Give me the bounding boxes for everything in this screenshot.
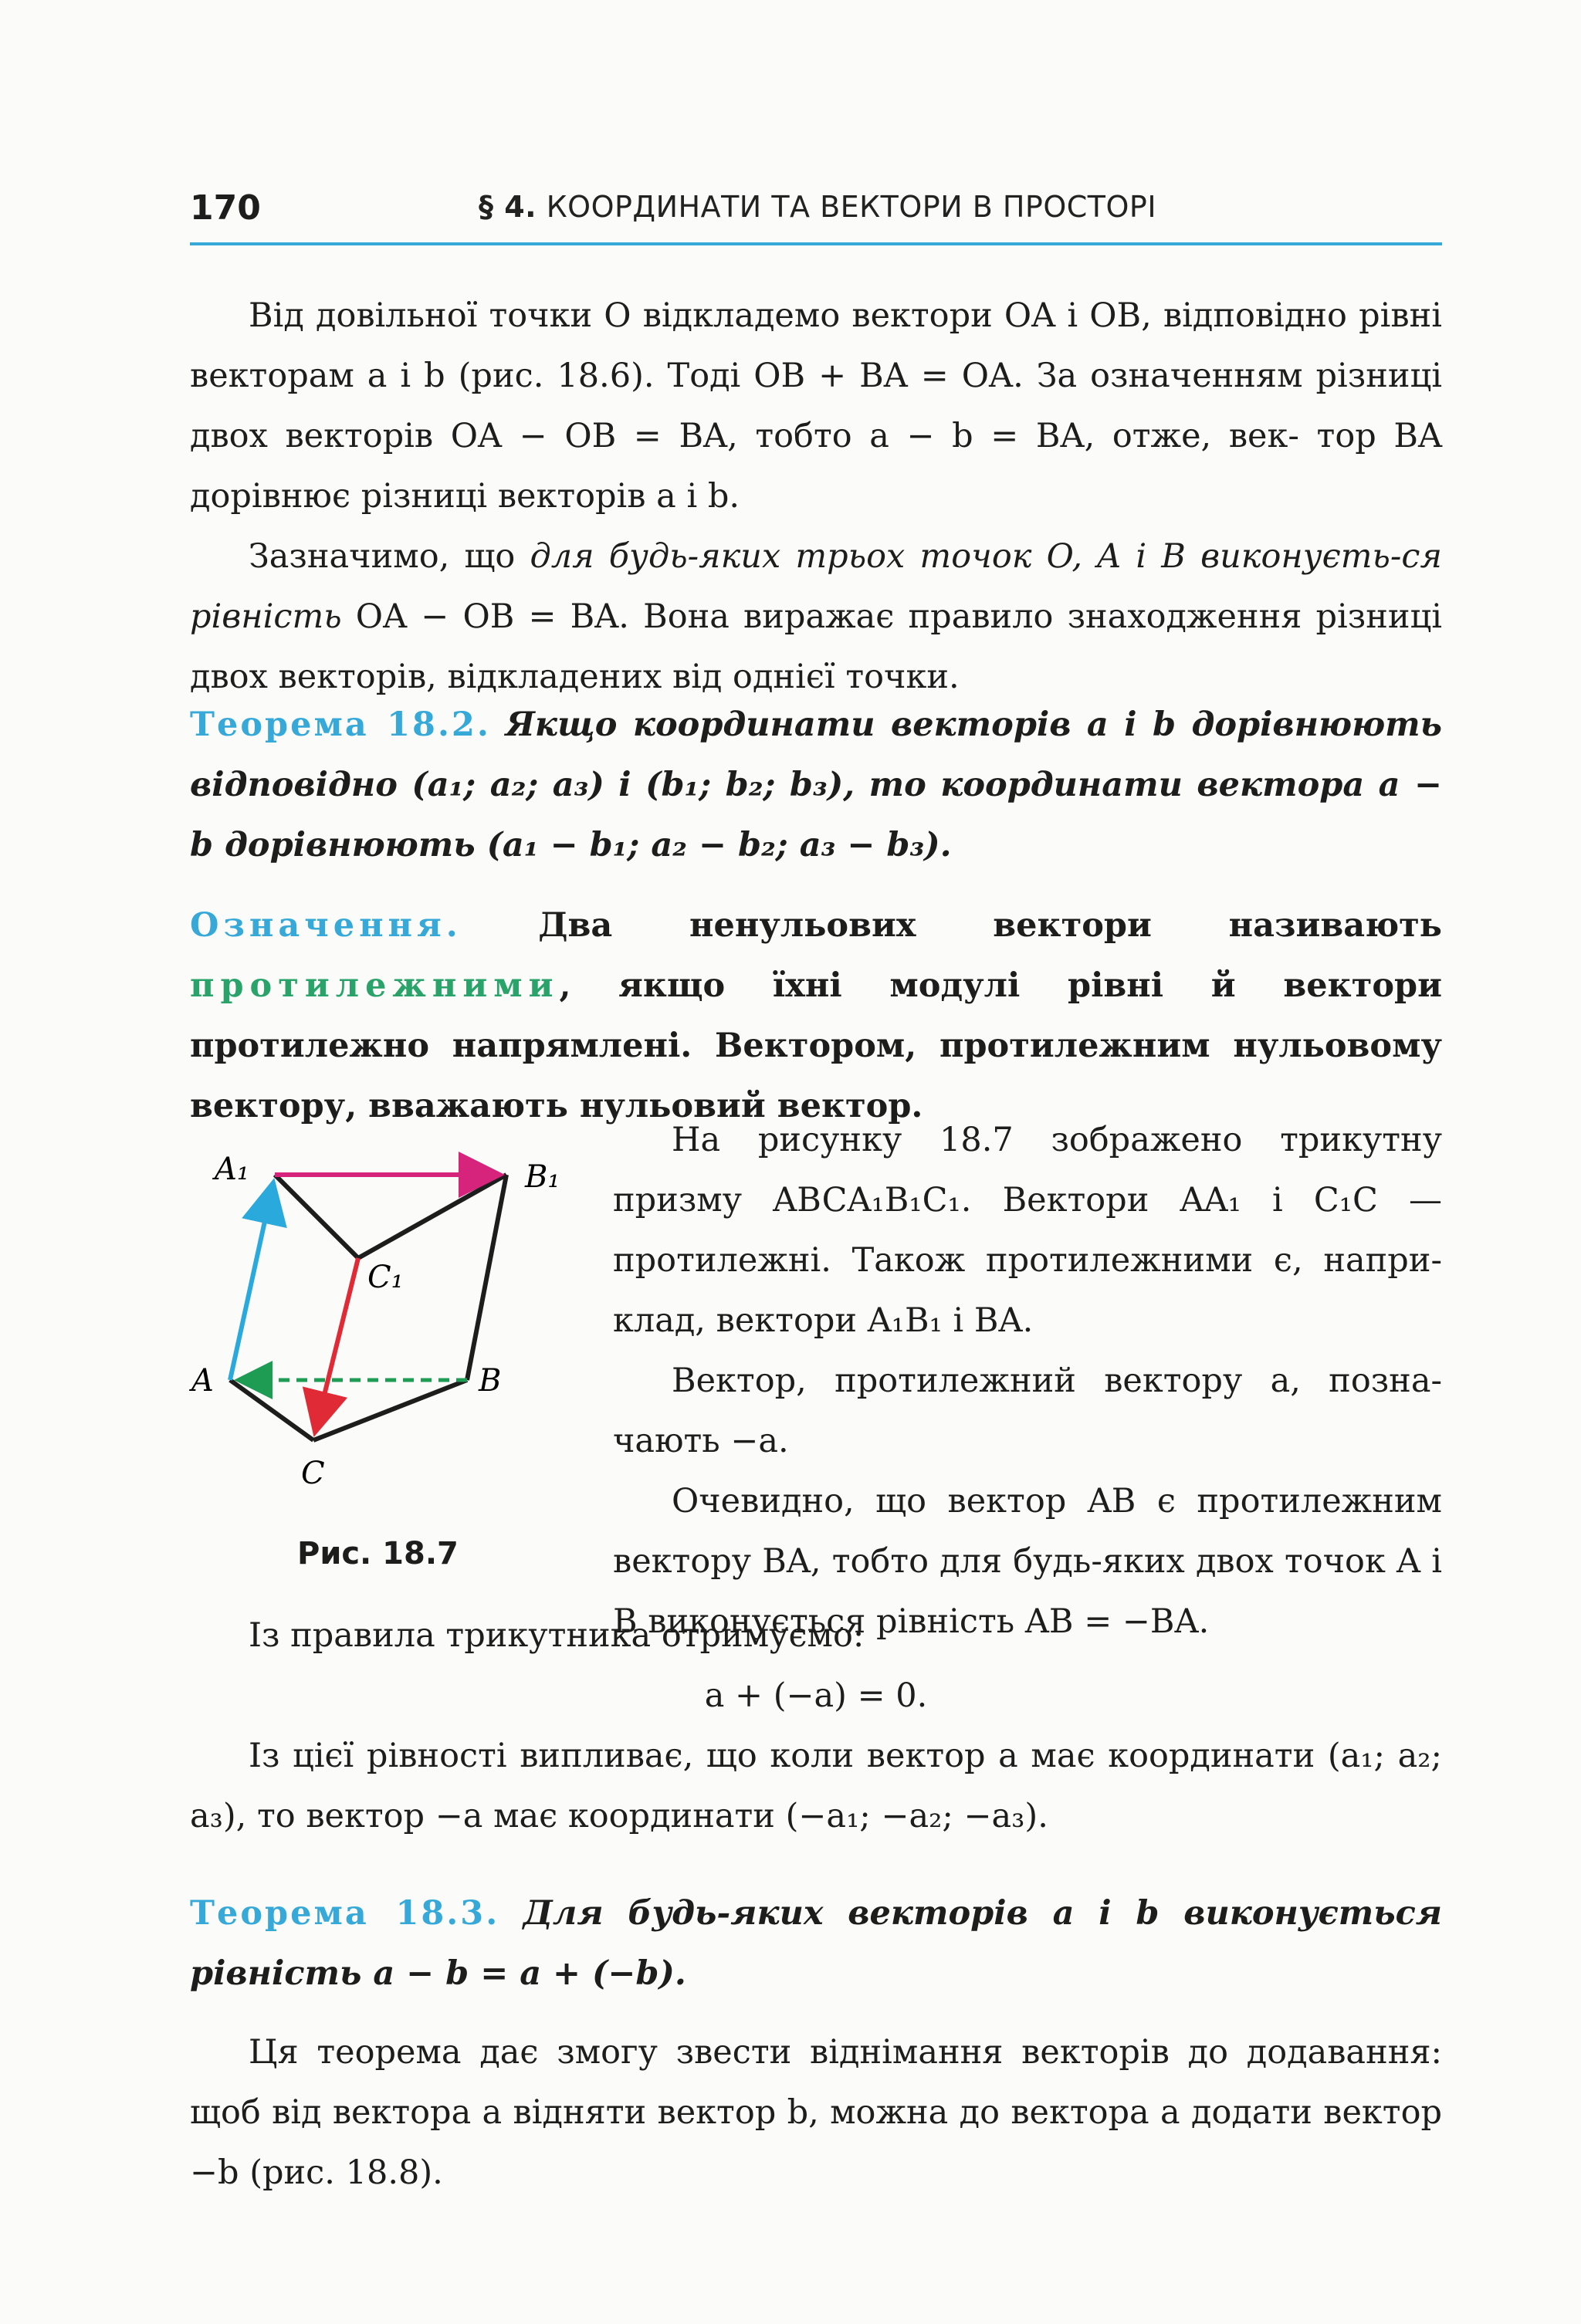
vector-aa1-arrow [230,1182,273,1380]
definition-opposite-vectors [190,895,1442,1136]
theorem-18-3-body: Для будь-яких векторів a і b виконується рівність a − b = a + (−b). [190,1894,1443,1993]
edge-a-c [230,1380,313,1440]
paragraph-1-line-4: тор BA дорівнює різниці векторів a і b. [190,417,1443,516]
paragraph-1-line-3: різниці двох векторів OA − OB = BA, тобто a − b = BA, отже, век- [190,357,1442,455]
triangle-rule-section [190,1605,1442,1846]
side-paragraph-2: Вектор, протилежний вектору a, позна-чають −a. [613,1362,1442,1460]
final-paragraph-section [190,2022,1442,2203]
paragraph-2 [190,526,1442,707]
side-paragraph-3: Очевидно, що вектор AB є протилежним вектору BA, тобто для будь-яких двох точок A і B виконується рівність AB = −BA. [613,1482,1442,1641]
prism-figure-18-7 [185,1127,602,1513]
edge-b1-b [467,1175,506,1380]
theorem-18-3 [190,1883,1442,2004]
paragraph-vector-difference [190,286,1442,707]
theorem-18-3-text [190,1883,1442,2004]
label-a1: A₁ [215,1152,249,1187]
theorem-18-2-text [190,695,1442,875]
paragraph-2-text-b: OA − OB = BA. Вона виражає правило знаходження різниці двох векторів, відкладених від однієї точки. [190,597,1442,696]
page-number: 170 [190,188,261,228]
definition-body-b: , якщо їхні модулі рівні й вектори протилежно напрямлені. Вектором, протилежним нульовому вектору, вважають нульовий вектор. [190,966,1442,1125]
section-label: § 4. [479,190,537,224]
paragraph-1-line-1: Від довільної точки O відкладемо вектори OA і OB, відповідно [249,296,1347,335]
edge-a1-c1 [275,1175,358,1258]
theorem-18-2-head: Теорема 18.2. [190,705,491,744]
section-title [479,190,1156,224]
paragraph-1-line-2: рівні векторам a і b (рис. 18.6). Тоді OB + BA = OA. За означенням [190,296,1442,395]
triangle-rule-intro: Із правила трикутника отримуємо: [249,1616,865,1655]
label-c: C [301,1456,325,1491]
definition-body-a: Два ненульових вектори називають [538,906,1442,945]
theorem-18-3-head: Теорема 18.3. [190,1894,500,1933]
paragraph-2-text-a: Зазначимо, що [249,537,530,576]
theorem-18-2-body: Якщо координати векторів a і b дорівнюють відповідно (a₁; a₂; a₃) і (b₁; b₂; b₃), то координати вектора a − b дорівнюють (a₁ − b₁; a₂ − b₂; a₃ − b₃). [190,705,1443,864]
page-header [190,181,1442,245]
figure-side-text [613,1110,1442,1652]
zero-vector-equation: a + (−a) = 0. [704,1676,928,1715]
paragraph-1 [190,286,1442,526]
section-title-text: КООРДИНАТИ ТА ВЕКТОРИ В ПРОСТОРІ [546,190,1157,224]
edge-c1-b1 [358,1175,506,1258]
label-b1: B₁ [525,1159,560,1195]
label-c1: C₁ [367,1260,404,1295]
definition-text [190,895,1442,1136]
figure-caption: Рис. 18.7 [297,1536,459,1571]
edge-c-b [313,1380,467,1440]
final-paragraph: Ця теорема дає змогу звести віднімання векторів до додавання: щоб від вектора a відняти вектор b, можна до вектора a додати вектор −b (рис. 18.8). [190,2033,1442,2192]
label-b: B [479,1363,502,1399]
triangle-rule-after: Із цієї рівності випливає, що коли вектор a має координати (a₁; a₂; a₃), то вектор −a має координати (−a₁; −a₂; −a₃). [190,1737,1442,1835]
side-paragraph-1: На рисунку 18.7 зображено трикутну призму ABCA₁B₁C₁. Вектори AA₁ і C₁C — протилежні. Також протилежними є, напри-клад, вектори A₁B₁ і BA. [613,1121,1442,1340]
label-a: A [191,1363,214,1399]
theorem-18-2 [190,695,1442,875]
definition-term: протилежними [190,966,560,1005]
vector-c1c-arrow [315,1258,358,1433]
definition-head: Означення. [190,906,462,945]
paragraph-2-italic: для будь-яких трьох точок O, A і B виконуєть-ся рівність [190,537,1442,636]
